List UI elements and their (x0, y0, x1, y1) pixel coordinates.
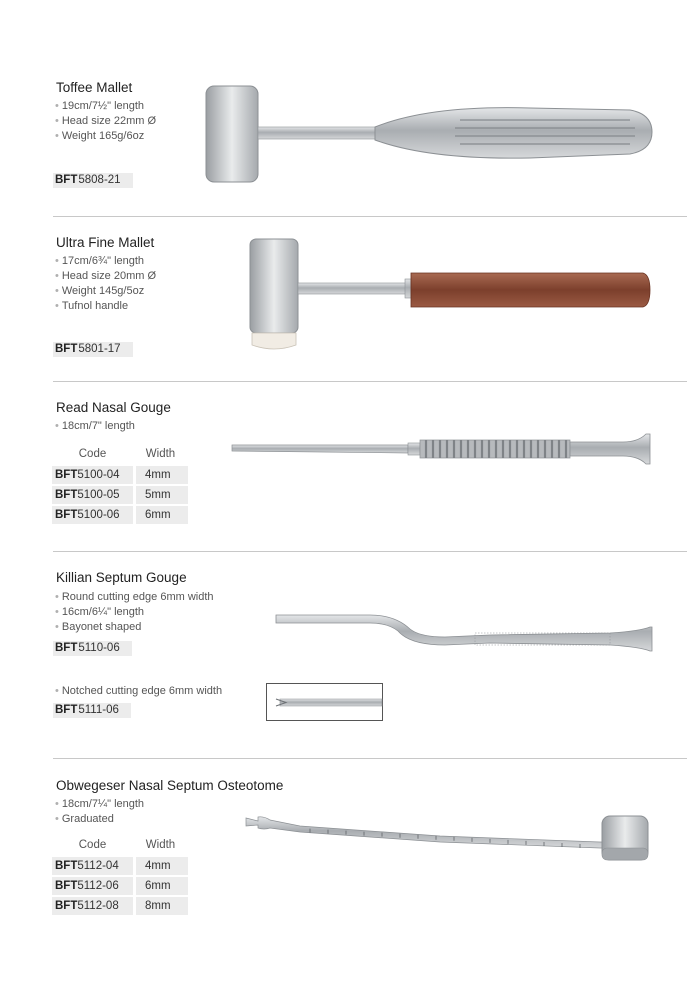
code-cell: BFT5112-06 (52, 877, 133, 895)
code-cell: BFT5100-06 (52, 506, 133, 524)
width-cell: 5mm (133, 486, 188, 504)
spec-item: • Tufnol handle (55, 300, 129, 312)
bullet-dot-icon: • (55, 100, 59, 112)
width-cell: 4mm (133, 857, 188, 875)
product-title: Toffee Mallet (56, 80, 133, 95)
column-header-width: Width (145, 448, 176, 460)
product-code: BFT5110-06 (53, 641, 132, 656)
spec-list (55, 590, 214, 635)
spec-item: • 16cm/6¼" length (55, 606, 145, 618)
bullet-dot-icon: • (55, 798, 59, 810)
spec-item: • 18cm/7¼" length (55, 798, 145, 810)
spec-item: • Graduated (55, 813, 114, 825)
width-cell: 6mm (133, 506, 188, 524)
spec-item: • 19cm/7½" length (55, 100, 145, 112)
spec-item: • Head size 20mm Ø (55, 270, 157, 282)
column-header-width: Width (145, 839, 176, 851)
width-cell: 4mm (133, 466, 188, 484)
bullet-dot-icon: • (55, 130, 59, 142)
bullet-dot-icon: • (55, 270, 59, 282)
notched-tip-detail-image (266, 683, 384, 722)
obwegeser-osteotome-image (240, 808, 655, 868)
table-row (52, 877, 188, 895)
killian-septum-gouge-image (270, 605, 660, 660)
spec-item: • Weight 165g/6oz (55, 130, 145, 142)
table-row (52, 897, 188, 915)
bullet-dot-icon: • (55, 813, 59, 825)
table-row (52, 857, 188, 875)
spec-item: • 17cm/6¾" length (55, 255, 145, 267)
code-cell: BFT5100-05 (52, 486, 133, 504)
column-header-code: Code (78, 448, 107, 460)
code-cell: BFT5112-08 (52, 897, 133, 915)
bullet-dot-icon: • (55, 285, 59, 297)
column-header-code: Code (78, 839, 107, 851)
spec-item: • Notched cutting edge 6mm width (55, 685, 223, 697)
table-header-row (52, 835, 188, 855)
bullet-dot-icon: • (55, 300, 59, 312)
code-cell: BFT5100-04 (52, 466, 133, 484)
bullet-dot-icon: • (55, 685, 59, 697)
code-width-table (52, 442, 188, 526)
spec-item: • 18cm/7" length (55, 420, 135, 432)
width-cell: 6mm (133, 877, 188, 895)
section-divider (53, 551, 687, 552)
bullet-dot-icon: • (55, 420, 59, 432)
spec-list (55, 99, 156, 144)
section-divider (53, 216, 687, 217)
toffee-mallet-image (200, 80, 660, 190)
bullet-dot-icon: • (55, 591, 59, 603)
spec-list (55, 419, 135, 434)
spec-item: • Weight 145g/5oz (55, 285, 145, 297)
spec-list (55, 254, 156, 314)
section-divider (53, 381, 687, 382)
table-row (52, 486, 188, 504)
section-divider (53, 758, 687, 759)
code-cell: BFT5112-04 (52, 857, 133, 875)
bullet-dot-icon: • (55, 255, 59, 267)
product-title: Read Nasal Gouge (56, 400, 171, 415)
product-code: BFT5801-17 (53, 342, 133, 357)
code-width-table (52, 833, 188, 917)
bullet-dot-icon: • (55, 115, 59, 127)
table-header-row (52, 444, 188, 464)
spec-item: • Head size 22mm Ø (55, 115, 157, 127)
product-code: BFT5808-21 (53, 173, 133, 188)
read-nasal-gouge-image (228, 430, 658, 470)
variant-product-code: BFT5111-06 (53, 703, 131, 718)
spec-list (55, 797, 144, 827)
product-title: Killian Septum Gouge (56, 570, 187, 585)
bullet-dot-icon: • (55, 621, 59, 633)
variant-spec (55, 684, 222, 699)
product-title: Ultra Fine Mallet (56, 235, 155, 250)
spec-item: • Round cutting edge 6mm width (55, 591, 214, 603)
ultra-fine-mallet-image (245, 235, 655, 360)
width-cell: 8mm (133, 897, 188, 915)
bullet-dot-icon: • (55, 606, 59, 618)
product-title: Obwegeser Nasal Septum Osteotome (56, 778, 284, 793)
table-row (52, 466, 188, 484)
spec-item: • Bayonet shaped (55, 621, 142, 633)
table-row (52, 506, 188, 524)
